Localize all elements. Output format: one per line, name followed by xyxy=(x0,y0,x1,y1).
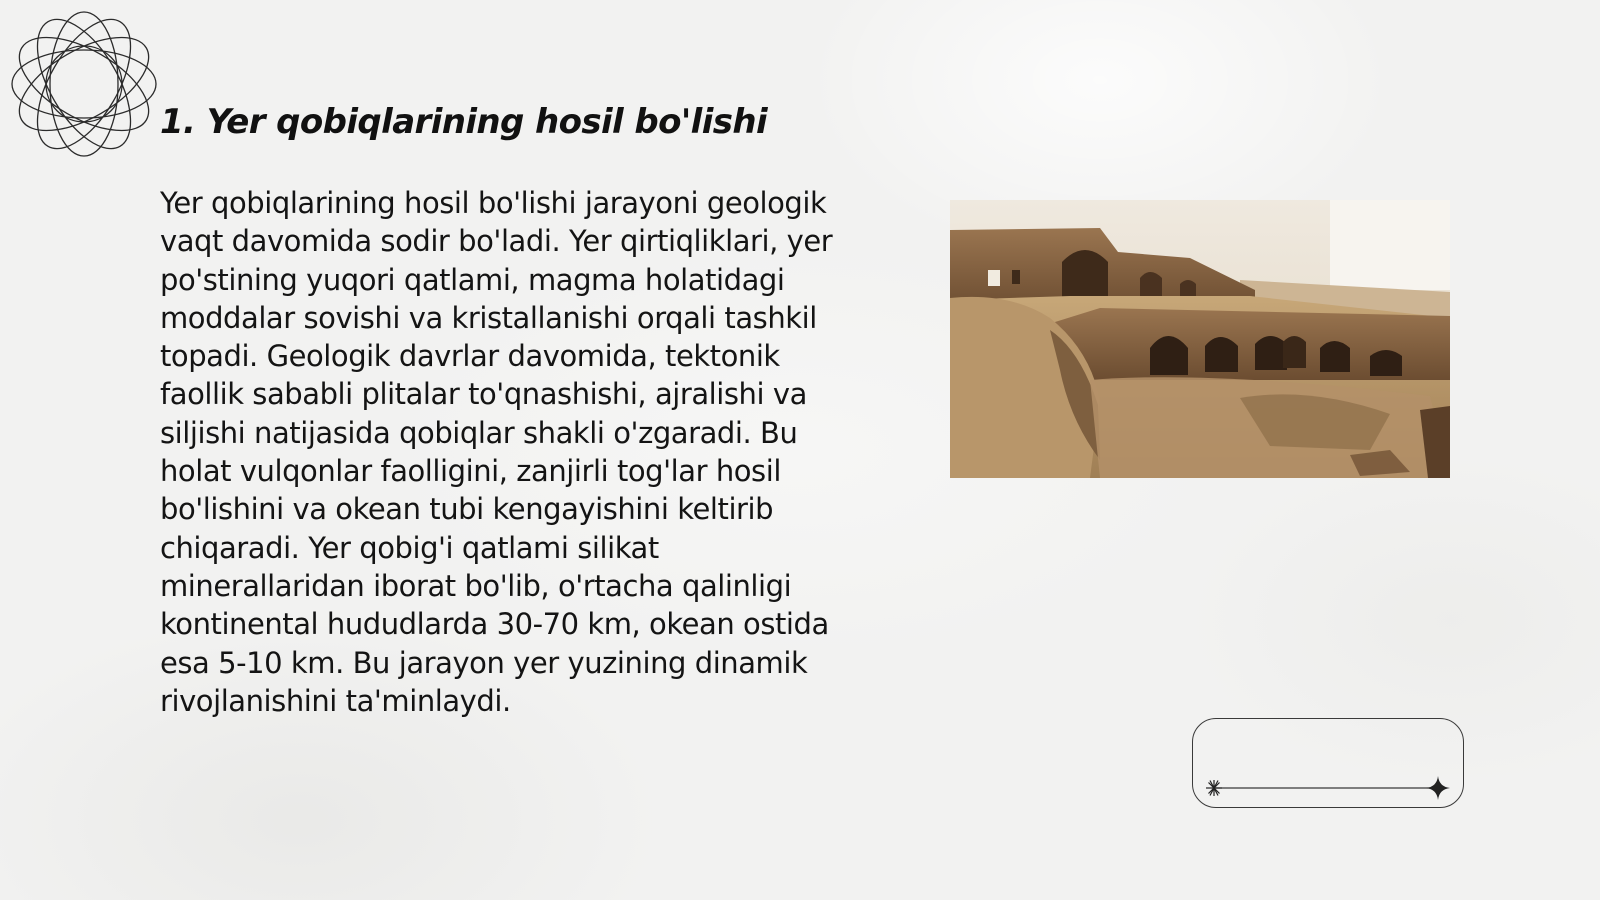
circle-ornament-icon xyxy=(8,8,160,160)
sparkle-icon xyxy=(1426,776,1450,800)
starburst-icon xyxy=(1206,780,1222,796)
slide-title: 1. Yer qobiqlarining hosil bo'lishi xyxy=(160,102,768,142)
ruins-photo xyxy=(950,200,1450,478)
slide-body-text: Yer qobiqlarining hosil bo'lishi jarayoni geologik vaqt davomida sodir bo'ladi. Yer qirtiqliklari, yer po'stining yuqori qatlami, magma holatidagi moddalar sovishi va kristallanishi orqali tashkil topadi. Geologik davrlar davomida, tektonik faollik sababli plitalar to'qnashishi, ajralishi va siljishi natijasida qobiqlar shakli o'zgaradi. Bu holat vulqonlar faolligini, zanjirli tog'lar hosil bo'lishini va okean tubi kengayishini keltirib chiqaradi. Yer qobig'i qatlami silikat minerallaridan iborat bo'lib, o'rtacha qalinligi kontinental hududlarda 30-70 km, okean ostida esa 5-10 km. Bu jarayon yer yuzining dinamik rivojlanishini ta'minlaydi. xyxy=(160,186,833,718)
decorative-line xyxy=(1206,776,1452,800)
